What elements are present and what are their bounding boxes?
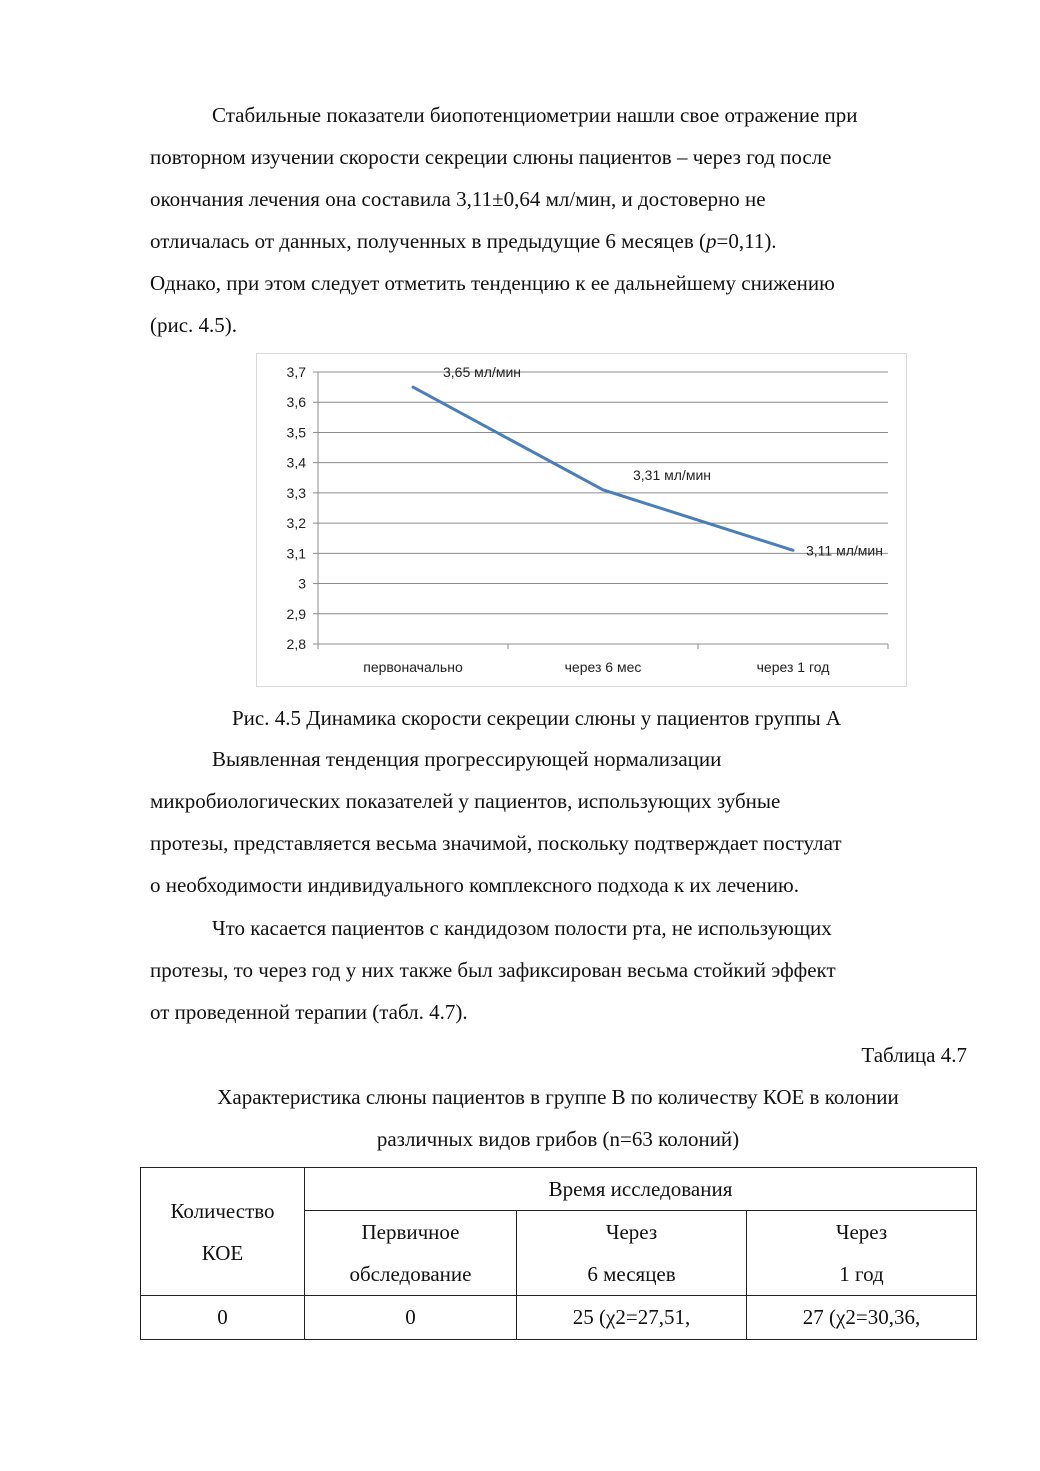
text-line: от проведенной терапии (табл. 4.7).: [150, 1000, 468, 1024]
text-line: Что касается пациентов с кандидозом полости рта, не использующих: [212, 916, 832, 940]
table-number: Таблица 4.7: [861, 1043, 967, 1067]
x-tick-label: через 6 мес: [564, 659, 642, 675]
header-cfu-count: [141, 1168, 305, 1296]
text-line: протезы, то через год у них также был зафиксирован весьма стойкий эффект: [150, 958, 836, 982]
header-study-time: Время исследования: [305, 1168, 977, 1211]
y-tick-label: 3,1: [286, 545, 306, 562]
table-cell: 0: [305, 1296, 517, 1340]
chart-series: [412, 386, 795, 552]
text-fragment: отличалась от данных, полученных в предыдущие 6 месяцев (: [150, 229, 706, 253]
text-fragment: =0,11).: [716, 229, 777, 253]
data-point: [412, 386, 415, 389]
text-line: о необходимости индивидуального комплексного подхода к их лечению.: [150, 873, 799, 897]
header-text: Через: [835, 1220, 888, 1244]
text-line: протезы, представляется весьма значимой, поскольку подтверждает постулат: [150, 831, 842, 855]
chart-grid: [313, 372, 888, 649]
x-tick-label: через 1 год: [756, 659, 830, 675]
cfu-table: [140, 1167, 977, 1340]
y-tick-label: 3,4: [286, 454, 306, 471]
paragraph-tendency: [150, 738, 970, 906]
text-line: Выявленная тенденция прогрессирующей нормализации: [212, 747, 722, 771]
data-point: [602, 488, 605, 491]
header-text: Первичное: [361, 1220, 460, 1244]
header-text: Через: [605, 1220, 658, 1244]
figure-caption: Рис. 4.5 Динамика скорости секреции слюны у пациентов группы А: [232, 706, 842, 730]
header-text: КОЕ: [201, 1240, 244, 1265]
y-tick-label: 3,2: [286, 515, 306, 532]
header-6-months: [517, 1211, 747, 1296]
table-cell: 25 (χ2=27,51,: [517, 1296, 747, 1340]
header-text: 6 месяцев: [587, 1262, 676, 1286]
header-text: Количество: [170, 1198, 275, 1223]
data-label: 3,11 мл/мин: [806, 542, 883, 559]
text-line: (рис. 4.5).: [150, 313, 238, 337]
chart-data-labels: [443, 364, 883, 558]
text-line: окончания лечения она составила 3,11±0,64 мл/мин, и достоверно не: [150, 187, 766, 211]
chart-canvas: [257, 354, 908, 688]
text-line: микробиологических показателей у пациентов, использующих зубные: [150, 789, 781, 813]
x-tick-label: первоначально: [363, 659, 463, 675]
y-tick-label: 3,5: [286, 424, 306, 441]
paragraph-saliva-rate: [150, 94, 970, 346]
paragraph-no-prosthesis: [150, 907, 970, 1033]
header-primary-exam: [305, 1211, 517, 1296]
text-line: Стабильные показатели биопотенциометрии нашли свое отражение при: [212, 103, 858, 127]
y-tick-label: 3,6: [286, 394, 306, 411]
y-tick-label: 2,9: [286, 605, 306, 622]
header-text: 1 год: [839, 1262, 884, 1286]
table-cell: 27 (χ2=30,36,: [747, 1296, 977, 1340]
table-title: различных видов грибов (n=63 колоний): [376, 1127, 740, 1151]
p-value-symbol: p: [706, 229, 717, 253]
y-tick-label: 3: [298, 575, 306, 592]
text-line: Однако, при этом следует отметить тенденцию к ее дальнейшему снижению: [150, 271, 835, 295]
y-axis-ticks: [287, 364, 307, 652]
y-tick-label: 3,3: [286, 484, 306, 501]
x-axis-ticks: [363, 659, 829, 675]
series-line: [413, 387, 793, 550]
table-row: [141, 1296, 977, 1340]
data-point: [792, 549, 795, 552]
text-line: повторном изучении скорости секреции слюны пациентов – через год после: [150, 145, 832, 169]
text-line: [150, 220, 970, 262]
table-cell: 0: [141, 1296, 305, 1340]
saliva-rate-chart: [256, 353, 907, 687]
header-1-year: [747, 1211, 977, 1296]
header-text: обследование: [349, 1262, 472, 1286]
y-tick-label: 2,8: [286, 636, 306, 652]
y-tick-label: 3,7: [286, 364, 306, 380]
data-label: 3,65 мл/мин: [443, 364, 521, 381]
data-label: 3,31 мл/мин: [633, 466, 711, 483]
table-title: Характеристика слюны пациентов в группе В по количеству КОЕ в колонии: [217, 1085, 899, 1109]
